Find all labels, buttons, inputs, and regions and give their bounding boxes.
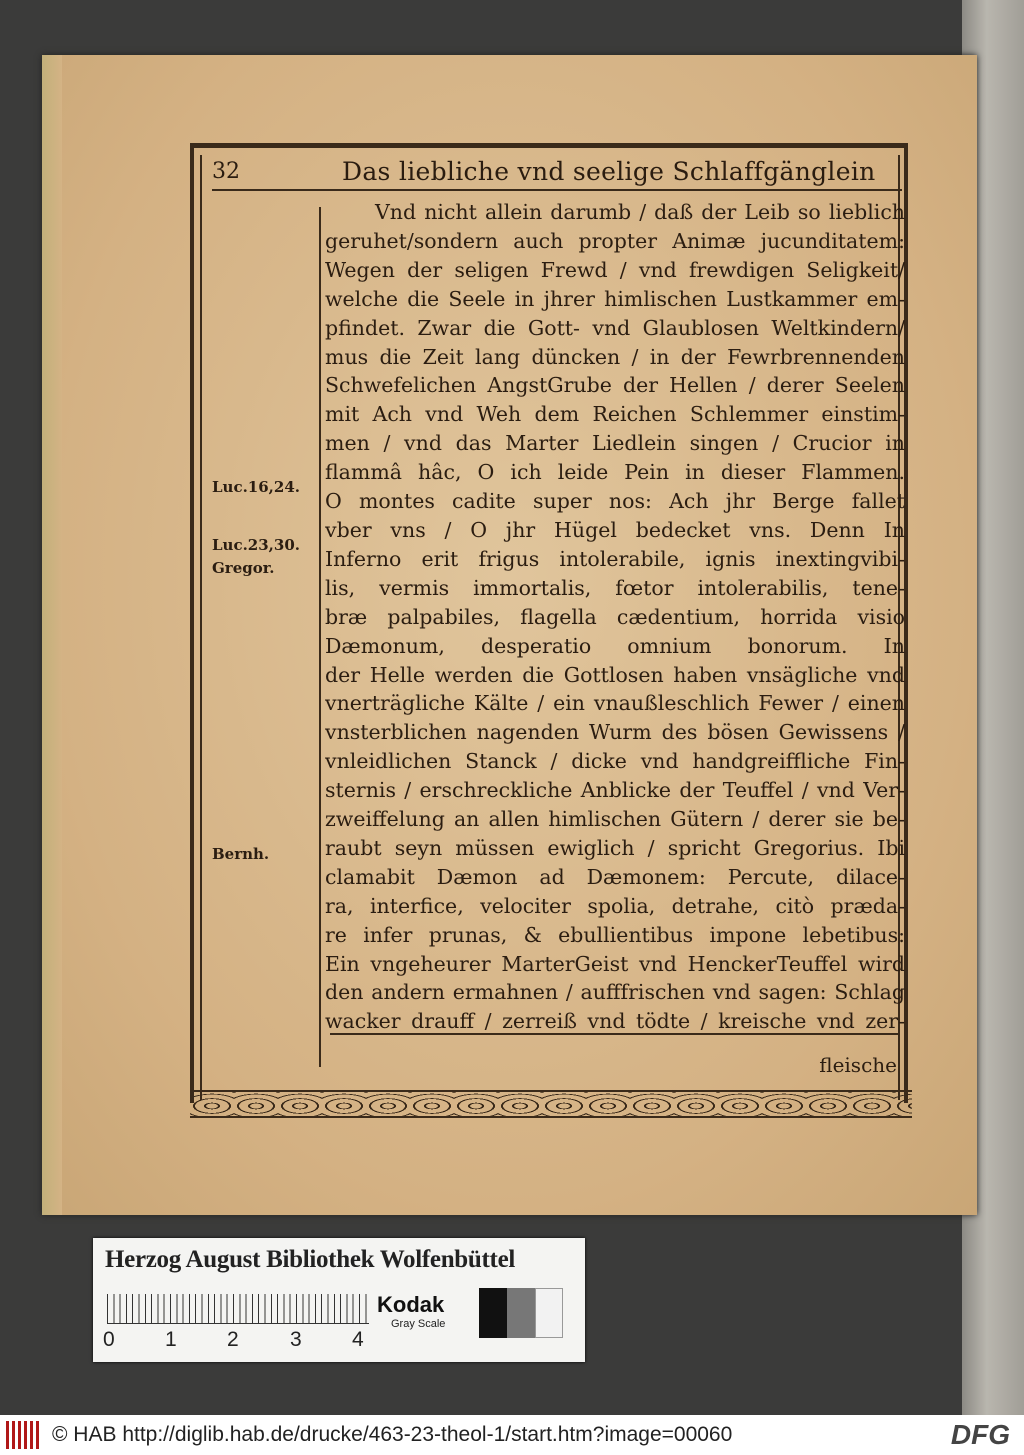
text-line: mit Ach vnd Weh dem Reichen Schlemmer einstim-	[325, 402, 905, 427]
text-line: re infer prunas, & ebullientibus impone lebetibus:	[325, 922, 905, 947]
text-line: Inferno erit frigus intolerabile, ignis inextingvibi-	[325, 546, 905, 571]
text-line: bræ palpabiles, flagella cædentium, horrida visio	[325, 604, 905, 629]
text-line: welche die Seele in jhrer himlischen Lustkammer em-	[325, 286, 905, 311]
page-header	[212, 155, 902, 191]
text-line: der Helle werden die Gottlosen haben vnsägliche vnd	[325, 662, 905, 687]
ornamental-border	[190, 1090, 912, 1118]
footer-bar	[0, 1415, 1024, 1455]
text-line: Dæmonum, desperatio omnium bonorum. In	[325, 633, 905, 658]
footer-rule	[330, 1033, 900, 1035]
gray-patch-mid	[507, 1288, 535, 1338]
text-line: vnleidlichen Stanck / dicke vnd handgreiffliche Fin-	[325, 749, 905, 774]
ruler-label: 1	[165, 1328, 177, 1351]
text-line: Schwefelichen AngstGrube der Hellen / derer Seelen	[325, 373, 905, 398]
page-number: 32	[212, 159, 240, 184]
text-line: den andern ermahnen / aufffrischen vnd sagen: Schlag	[325, 980, 905, 1005]
ruler-label: 0	[103, 1328, 115, 1351]
text-line: geruhet/sondern auch propter Animæ jucunditatem:	[325, 228, 905, 253]
text-line: raubt seyn müssen ewiglich / spricht Gregorius. Ibi	[325, 835, 905, 860]
margin-note: Gregor.	[212, 559, 275, 577]
text-line: zweiffelung an allen himlischen Gütern / derer sie be-	[325, 807, 905, 832]
catchword: fleische	[819, 1053, 897, 1077]
gray-patch-black	[479, 1288, 507, 1338]
text-line: flammâ hâc, O ich leide Pein in dieser Flammen.	[325, 460, 905, 485]
text-line: vnsterblichen nagenden Wurm des bösen Gewissens /	[325, 720, 905, 745]
text-line: pfindet. Zwar die Gott- vnd Glaublosen Weltkindern/	[325, 315, 905, 340]
text-line: Vnd nicht allein darumb / daß der Leib so lieblich	[375, 200, 905, 224]
text-line: vber vns / O jhr Hügel bedecket vns. Denn In	[325, 517, 905, 542]
text-line: wacker drauff / zerreiß vnd tödte / kreische vnd zer-	[325, 1009, 905, 1034]
page-edge	[42, 55, 62, 1215]
ruler-label: 2	[227, 1328, 239, 1351]
book-page	[42, 55, 977, 1215]
text-line: ra, interfice, velociter spolia, detrahe, citò præda-	[325, 893, 905, 918]
library-name: Herzog August Bibliothek Wolfenbüttel	[105, 1246, 516, 1273]
text-line: sternis / erschreckliche Anblicke der Teuffel / vnd Ver-	[325, 778, 905, 803]
gray-patch-white	[535, 1288, 563, 1338]
column-rule	[319, 207, 321, 1067]
text-line: clamabit Dæmon ad Dæmonem: Percute, dilace-	[325, 864, 905, 889]
running-head: Das liebliche vnd seelige Schlaffgänglein	[342, 157, 876, 186]
margin-note: Luc.23,30.	[212, 536, 301, 554]
ruler-label: 4	[352, 1328, 364, 1351]
copyright-link[interactable]: © HAB http://diglib.hab.de/drucke/463-23-theol-1/start.htm?image=00060	[52, 1423, 733, 1446]
text-line: vnerträgliche Kälte / ein vnaußleschlich Fewer / einen	[325, 691, 905, 716]
text-line: mus die Zeit lang düncken / in der Fewrbrennenden	[325, 344, 905, 369]
text-line: O montes cadite super nos: Ach jhr Berge fallet	[325, 489, 905, 514]
ruler-label: 3	[290, 1328, 302, 1351]
scale-ruler	[107, 1294, 369, 1324]
dfg-logo: DFG	[950, 1419, 1010, 1450]
text-line: men / vnd das Marter Liedlein singen / Crucior in	[325, 431, 905, 456]
kodak-brand: Kodak	[377, 1292, 445, 1317]
hab-logo-icon	[6, 1421, 42, 1449]
color-reference-card	[93, 1238, 585, 1362]
text-line: Ein vngeheurer MarterGeist vnd HenckerTeuffel wird	[325, 951, 905, 976]
gray-scale-label: Gray Scale	[391, 1318, 446, 1330]
margin-note: Bernh.	[212, 845, 270, 863]
body-text	[325, 198, 905, 1036]
margin-note: Luc.16,24.	[212, 478, 301, 496]
text-line: Wegen der seligen Frewd / vnd frewdigen Seligkeit/	[325, 257, 905, 282]
text-line: lis, vermis immortalis, fœtor intolerabilis, tene-	[325, 575, 905, 600]
